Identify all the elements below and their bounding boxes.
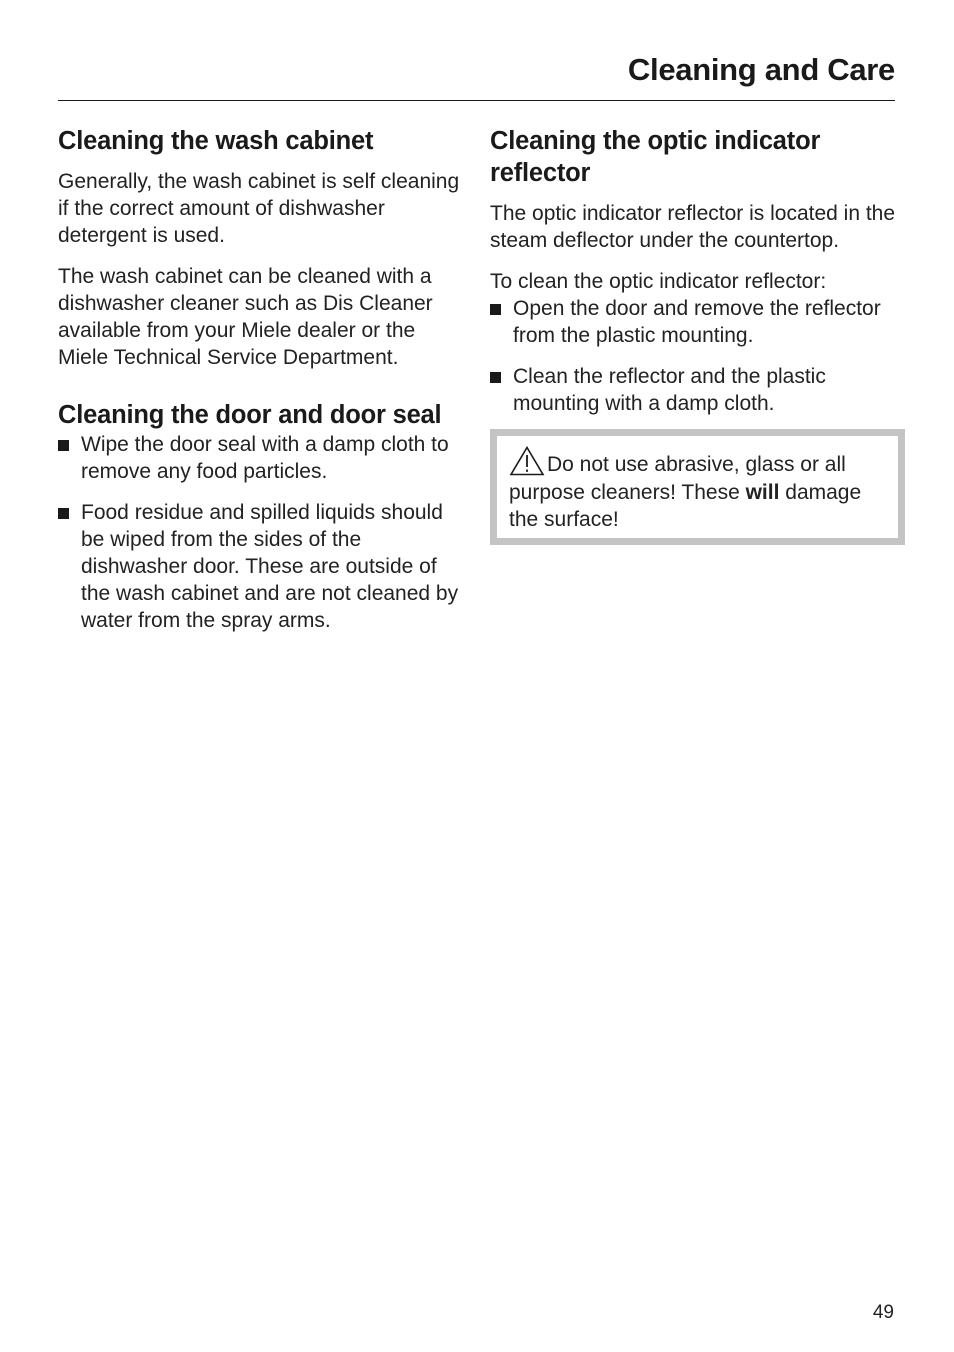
paragraph: The optic indicator reflector is located in the steam deflector under the countertop. xyxy=(490,202,896,252)
square-bullet-icon xyxy=(58,508,69,519)
right-column xyxy=(490,124,896,545)
paragraph: Generally, the wash cabinet is self cleaning if the correct amount of dishwasher detergent is used. xyxy=(58,170,460,247)
list-item xyxy=(58,499,468,634)
square-bullet-icon xyxy=(58,440,69,451)
warning-text-before: Do not use abrasive, glass or all purpose cleaners! These xyxy=(509,453,846,504)
title-divider xyxy=(58,100,895,101)
paragraph: The wash cabinet can be cleaned with a dishwasher cleaner such as Dis Cleaner available from your Miele dealer or the Miele Technical Service Department. xyxy=(58,265,433,369)
page-number: 49 xyxy=(872,1302,894,1323)
heading-wash-cabinet: Cleaning the wash cabinet xyxy=(58,127,374,155)
list-item xyxy=(490,295,896,349)
square-bullet-icon xyxy=(490,372,501,383)
warning-text-bold: will xyxy=(745,480,780,504)
warning-box xyxy=(490,429,905,545)
warning-text xyxy=(509,446,887,534)
square-bullet-icon xyxy=(490,304,501,315)
page-title: Cleaning and Care xyxy=(627,52,895,87)
list-item xyxy=(490,363,896,417)
section-wash-cabinet xyxy=(58,125,468,371)
bullet-list xyxy=(490,295,896,417)
list-item-text: Food residue and spilled liquids should be wiped from the sides of the dishwasher door. These are outside of the wash cabinet and are not cleaned by water from the spray arms. xyxy=(81,501,459,632)
list-item-text: Wipe the door seal with a damp cloth to remove any food particles. xyxy=(81,433,449,483)
left-column xyxy=(58,124,468,634)
bullet-list xyxy=(58,431,468,634)
list-item-text: Open the door and remove the reflector from the plastic mounting. xyxy=(513,297,881,347)
section-door-seal xyxy=(58,399,468,634)
list-item-text: Clean the reflector and the plastic mounting with a damp cloth. xyxy=(513,365,826,415)
heading-door-seal: Cleaning the door and door seal xyxy=(58,401,442,429)
paragraph: To clean the optic indicator reflector: xyxy=(490,270,827,293)
heading-optic-reflector: Cleaning the optic indicator reflector xyxy=(490,127,821,187)
warning-triangle-icon xyxy=(509,446,545,476)
list-item xyxy=(58,431,468,485)
warning-text-after: damage the surface! xyxy=(509,480,862,531)
section-optic-reflector xyxy=(490,125,896,545)
